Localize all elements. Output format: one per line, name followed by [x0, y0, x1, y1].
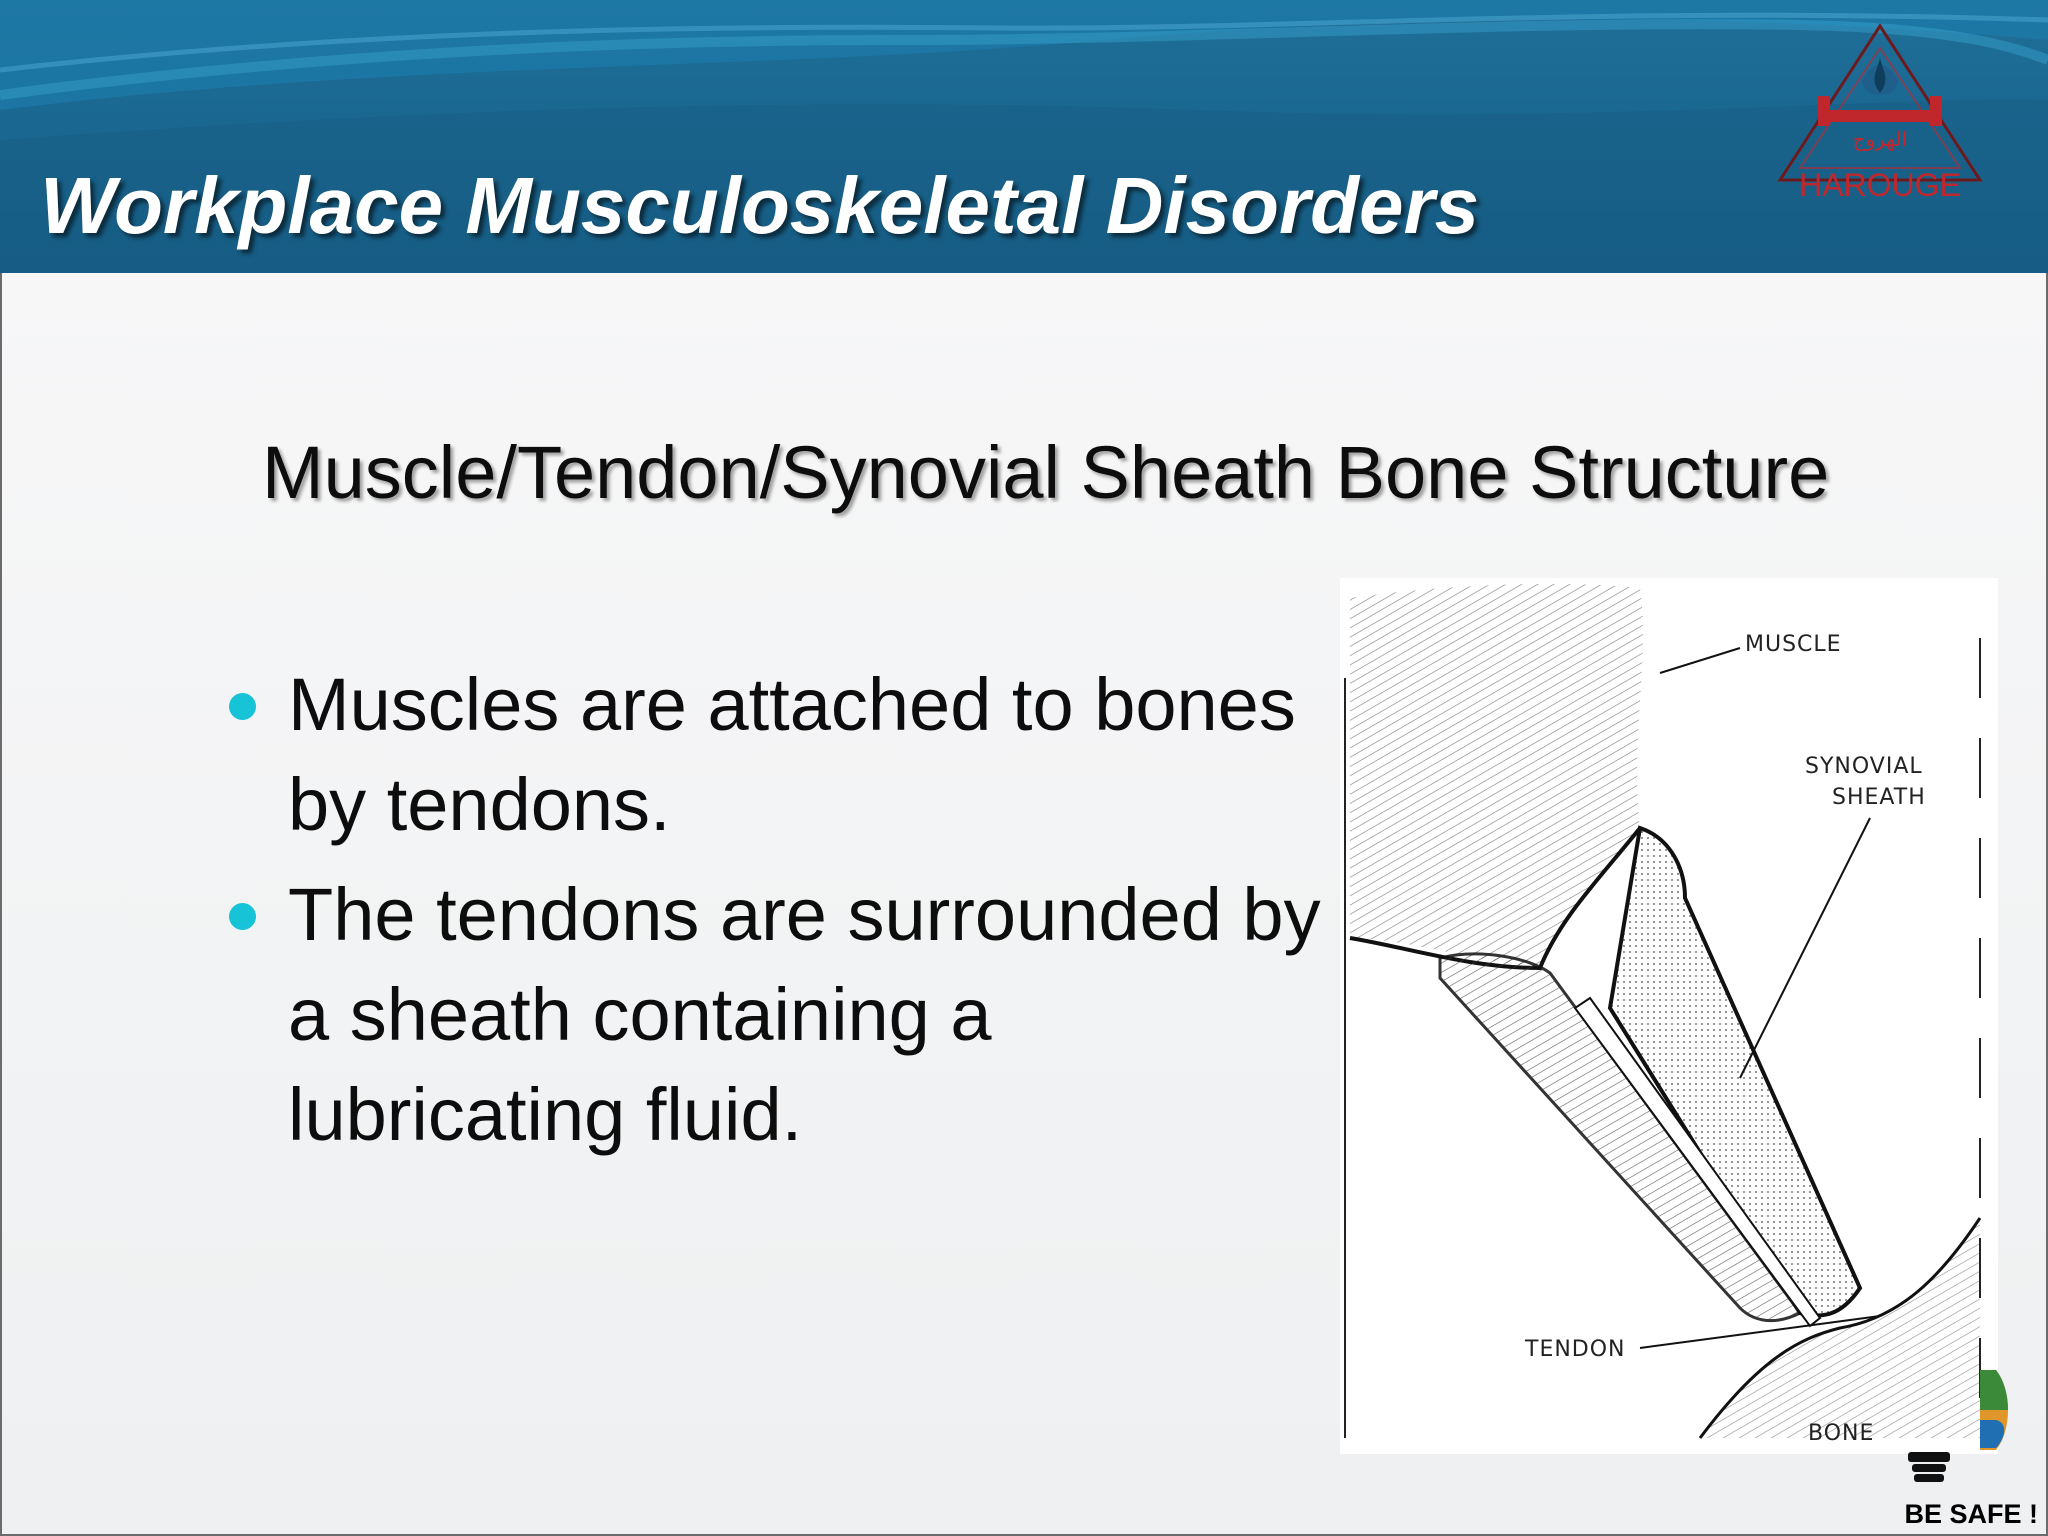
label-muscle: MUSCLE	[1745, 632, 1842, 657]
svg-text:HAROUGE: HAROUGE	[1799, 167, 1961, 203]
safety-mascot-icon	[1900, 1360, 2010, 1490]
slide-title: Workplace Musculoskeletal Disorders	[40, 161, 1480, 250]
label-bone: BONE	[1808, 1421, 1875, 1446]
bullet-text: The tendons are surrounded by a sheath containing a lubricating fluid.	[288, 873, 1321, 1156]
bullet-item	[225, 655, 1325, 855]
slide-subtitle: Muscle/Tendon/Synovial Sheath Bone Structure	[262, 431, 1830, 514]
bullet-list	[225, 655, 1325, 1175]
bullet-text: Muscles are attached to bones by tendons.	[288, 663, 1296, 846]
label-tendon: TENDON	[1525, 1337, 1626, 1362]
label-sheath: SHEATH	[1832, 785, 1926, 810]
svg-text:الهروج: الهروج	[1852, 127, 1908, 151]
tendon-anatomy-diagram	[1340, 578, 1998, 1454]
bullet-dot-icon	[229, 693, 256, 720]
harouge-logo-icon	[1770, 18, 1990, 228]
be-safe-tag: BE SAFE !	[1904, 1499, 2038, 1529]
bullet-item	[225, 865, 1325, 1165]
label-synovial: SYNOVIAL	[1805, 754, 1923, 779]
muscle-shape	[1350, 584, 1643, 968]
slide-header	[0, 0, 2048, 273]
bullet-dot-icon	[229, 903, 256, 930]
